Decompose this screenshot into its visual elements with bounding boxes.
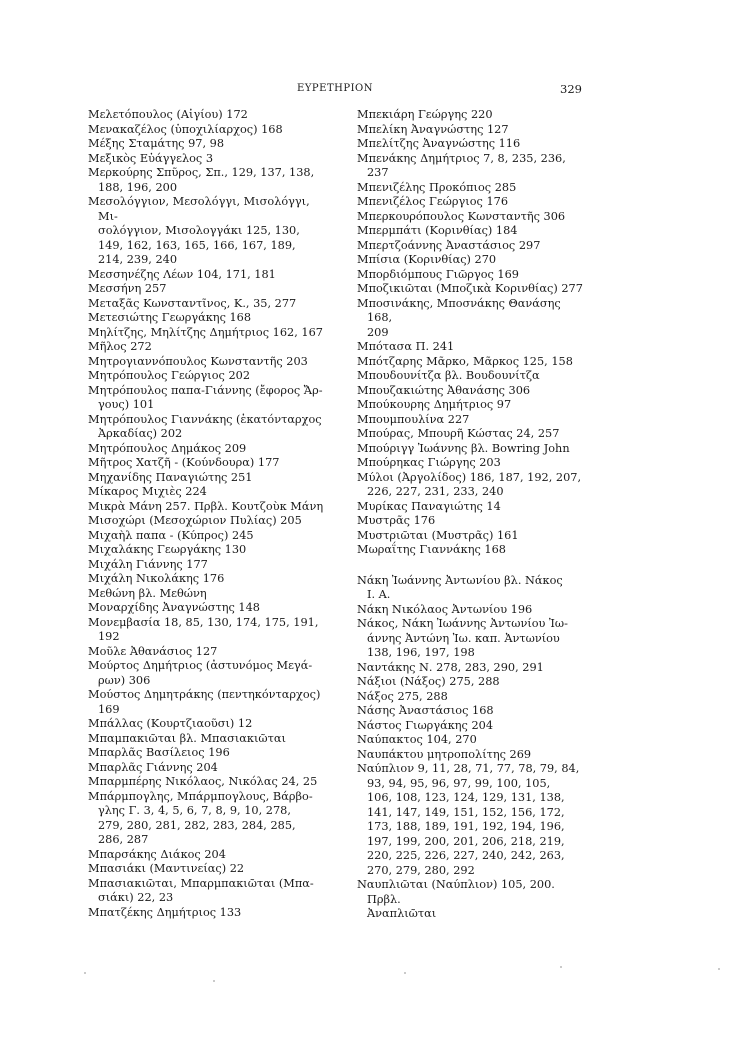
index-entry: Μπούρηκας Γιώργης 203: [357, 456, 501, 469]
index-entry: Μητρόπουλος παπα-Γιάννης (ἔφορος Ἄρ- γους) 101: [88, 383, 323, 411]
index-entry: Μπάλλας (Κουρτζιαοῦσι) 12: [88, 717, 253, 730]
index-entry: Νάκη Ἰωάννης Ἀντωνίου βλ. Νάκος Ι. Α.: [357, 573, 563, 601]
index-entry: Μυστρᾶς 176: [357, 514, 436, 527]
index-entry: Ναύπλιον 9, 11, 28, 71, 77, 78, 79, 84, 93, 94, 95, 96, 97, 99, 100, 105, 106, 108, 123, 124, 129, 131, 138, 141, 147, 149, 151, 152, 156, 172, 173, 188, 189, 191, 192, 194, 196, 197, 199, 200, 201, 206, 218, 219, 220, 225, 226, 227, 240, 242, 263, 270, 279, 280, 292: [357, 762, 580, 877]
index-entry: Νάσης Ἀναστάσιος 168: [357, 704, 494, 717]
index-entry: Μίκαρος Μιχιὲς 224: [88, 485, 207, 498]
index-entry: Μποζικιῶται (Μποζικὰ Κορινθίας) 277: [357, 282, 583, 295]
index-entry: Μπεκιάρη Γεώργης 220: [357, 108, 493, 121]
index-entry: Μπαρλᾶς Γιάννης 204: [88, 760, 218, 774]
index-entry: Μονεμβασία 18, 85, 130, 174, 175, 191, 192: [88, 615, 319, 643]
index-entry: Μούρτος Δημήτριος (ἀστυνόμος Μεγά- ρων) 306: [88, 659, 313, 687]
index-entry: Μητρόπουλος Γιαννάκης (ἑκατόνταρχος Ἀρκαδίας) 202: [88, 412, 322, 440]
index-entry: Μυρίκας Παναγιώτης 14: [357, 499, 501, 513]
index-entry: Μπότζαρης Μᾶρκο, Μᾶρκος 125, 158: [357, 354, 573, 368]
index-entry: Μεξικὸς Εὐάγγελος 3: [88, 151, 214, 165]
index-entry: Μοῦλε Ἀθανάσιος 127: [88, 644, 218, 658]
index-entry: Νάκη Νικόλαος Ἀντωνίου 196: [357, 602, 533, 616]
index-entry: Μελετόπουλος (Αἰγίου) 172: [88, 108, 248, 121]
index-entry: Μούστος Δημητράκης (πεντηκόνταρχος) 169: [88, 688, 321, 716]
index-entry: Μοναρχίδης Ἀναγνώστης 148: [88, 601, 260, 614]
scan-speck: [718, 968, 720, 970]
index-entry: Μπουμπουλίνα 227: [357, 412, 470, 426]
index-entry: Μιχάλη Γιάννης 177: [88, 557, 208, 571]
index-column-left: [88, 108, 328, 920]
index-entry: Μπαρλᾶς Βασίλειος 196: [88, 746, 230, 759]
page-header: [88, 80, 582, 98]
index-entry: Μπαμπακιῶται βλ. Μπασιακιῶται: [88, 731, 286, 745]
index-entry: Μπαρσάκης Διάκος 204: [88, 847, 226, 861]
index-entry: Μετεσιώτης Γεωργάκης 168: [88, 311, 252, 324]
index-entry: Μέξης Σταμάτης 97, 98: [88, 137, 225, 150]
scan-speck: [560, 966, 562, 968]
index-entry: Μπενιζέλης Προκόπιος 285: [357, 180, 517, 194]
index-entry: Μπενιζέλος Γεώργιος 176: [357, 195, 509, 208]
index-entry: Μητρόπουλος Γεώργιος 202: [88, 369, 251, 382]
index-entry: Μεσσήνη 257: [88, 282, 167, 295]
index-entry: Μῆτρος Χατζῆ - (Κούνδουρα) 177: [88, 456, 280, 469]
index-entry: Μπενάκης Δημήτριος 7, 8, 235, 236, 237: [357, 151, 566, 179]
index-entry: Μητρόπουλος Δημάκος 209: [88, 441, 247, 455]
index-entry: Μῆλος 272: [88, 340, 152, 353]
index-entry: Μιχαὴλ παπα - (Κύπρος) 245: [88, 528, 254, 542]
index-entry: Μεσσηνέζης Λέων 104, 171, 181: [88, 267, 276, 281]
scan-speck: [84, 972, 86, 974]
index-entry: Νάξιοι (Νάξος) 275, 288: [357, 675, 500, 688]
index-entry: Μεθώνη βλ. Μεθώνη: [88, 586, 207, 600]
index-column-right: [357, 108, 584, 922]
index-entry: Μυστριῶται (Μυστρᾶς) 161: [357, 528, 519, 542]
index-entry: Μπασιακιῶται, Μπαρμπακιῶται (Μπα- σιάκι) 22, 23: [88, 876, 314, 904]
index-entry: Μωραΐτης Γιαννάκης 168: [357, 543, 506, 556]
running-title: ΕΥΡΕΤΗΡΙΟΝ: [297, 83, 373, 94]
index-entry: Μιχάλη Νικολάκης 176: [88, 572, 225, 585]
index-entry: Μπουδουνίτζα βλ. Βουδουνίτζα: [357, 369, 540, 382]
index-entry: Μπαρμπέρης Νικόλαος, Νικόλας 24, 25: [88, 775, 318, 788]
index-group-nu: [357, 574, 584, 922]
index-entry: Μερκούρης Σπῦρος, Σπ., 129, 137, 138, 188, 196, 200: [88, 166, 315, 194]
index-entry: Μπορδιόμπους Γιῶργος 169: [357, 267, 519, 281]
index-entry: Μύλοι (Ἀργολίδος) 186, 187, 192, 207, 226, 227, 231, 233, 240: [357, 470, 582, 498]
index-entry: Ναυπάκτου μητροπολίτης 269: [357, 747, 532, 761]
index-entry: Ναντάκης Ν. 278, 283, 290, 291: [357, 660, 544, 674]
index-entry: Μητρογιαννόπουλος Κωνσταντῆς 203: [88, 354, 308, 368]
index-entry: Μικρὰ Μάνη 257. Πρβλ. Κουτζοὺκ Μάνη: [88, 499, 324, 513]
scan-speck: [213, 980, 215, 982]
group-gap: [357, 558, 584, 574]
index-entry: Μιχαλάκης Γεωργάκης 130: [88, 543, 247, 556]
index-entry: Μπερμπάτι (Κορινθίας) 184: [357, 224, 518, 237]
index-entry: Μπάρμπογλης, Μπάρμπογλους, Βάρβο- γλης Γ. 3, 4, 5, 6, 7, 8, 9, 10, 278, 279, 280, 281, 282, 283, 284, 285, 286, 287: [88, 789, 313, 846]
index-entry: Μπούριγγ Ἰωάννης βλ. Bowring John: [357, 441, 570, 455]
index-entry: Μηλίτζης, Μηλίτζης Δημήτριος 162, 167: [88, 325, 323, 339]
index-entry: Νάκος, Νάκη Ἰωάννης Ἀντωνίου Ἰω- άννης Ἀντώνη Ἰω. καπ. Ἀντωνίου 138, 196, 197, 198: [357, 617, 568, 659]
scan-speck: [404, 972, 406, 974]
index-entry: Μπίσια (Κορινθίας) 270: [357, 253, 497, 266]
index-entry: Μπατζέκης Δημήτριος 133: [88, 905, 242, 919]
page-number: 329: [560, 82, 582, 96]
index-entry: Μπερτζοάννης Ἀναστάσιος 297: [357, 238, 541, 252]
index-entry: Μπούκουρης Δημήτριος 97: [357, 398, 512, 411]
index-entry: Μπότασα Π. 241: [357, 340, 455, 353]
index-entry: Μπελίκη Ἀναγνώστης 127: [357, 122, 509, 136]
index-entry: Ναυπλιῶται (Ναύπλιον) 105, 200. Πρβλ. Ἀναπλιῶται: [357, 878, 555, 920]
index-entry: Μεσολόγγιον, Μεσολόγγι, Μισολόγγι, Μι- σολόγγιον, Μισολογγάκι 125, 130, 149, 162, 163, 165, 166, 167, 189, 214, 239, 240: [88, 195, 310, 266]
index-entry: Μπουζακιώτης Ἀθανάσης 306: [357, 383, 531, 397]
index-entry: Μποσινάκης, Μποσνάκης Θανάσης 168, 209: [357, 296, 561, 339]
index-entry: Μεταξᾶς Κωνσταντῖνος, Κ., 35, 277: [88, 296, 297, 310]
index-entry: Μπασιάκι (Μαντινείας) 22: [88, 862, 245, 875]
index-entry: Μισοχώρι (Μεσοχώριον Πυλίας) 205: [88, 514, 302, 527]
index-entry: Ναύπακτος 104, 270: [357, 733, 477, 746]
index-entry: Μενακαζέλος (ὑποχιλίαρχος) 168: [88, 122, 283, 136]
index-entry: Μηχανίδης Παναγιώτης 251: [88, 470, 253, 484]
index-entry: Νάστος Γιωργάκης 204: [357, 718, 494, 732]
index-entry: Μπελίτζης Ἀναγνώστης 116: [357, 137, 521, 150]
index-entry: Μπούρας, Μπουρῆ Κώστας 24, 257: [357, 427, 560, 440]
index-group-mu: [357, 108, 584, 558]
index-entry: Μπερκουρόπουλος Κωνσταντῆς 306: [357, 209, 566, 223]
index-entry: Νάξος 275, 288: [357, 689, 448, 703]
